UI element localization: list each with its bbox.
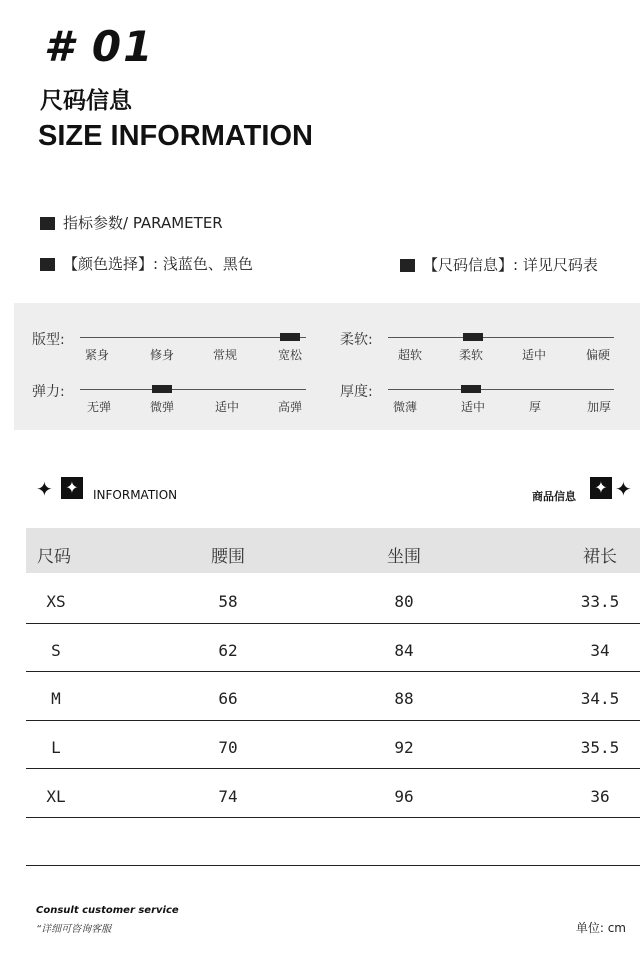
table-cell-waist: 62 <box>218 641 238 660</box>
row-divider <box>26 817 640 818</box>
elasticity-tick: 无弹 <box>86 400 112 414</box>
thickness-scale-line <box>388 389 614 390</box>
fit-tick: 修身 <box>149 348 175 362</box>
row-divider <box>26 671 640 672</box>
column-header-hip: 坐围 <box>387 547 421 567</box>
boxed-star-icon: ✦ <box>590 477 612 499</box>
fit-tick: 宽松 <box>277 348 303 362</box>
row-divider <box>26 720 640 721</box>
table-cell-waist: 58 <box>218 592 238 611</box>
table-cell-size: XL <box>46 787 66 806</box>
softness-label: 柔软: <box>340 332 373 348</box>
square-bullet-icon <box>40 258 55 271</box>
parameter-heading-text: 指标参数/ PARAMETER <box>63 214 223 232</box>
table-bottom-rule <box>26 865 640 866</box>
table-cell-hip: 80 <box>394 592 414 611</box>
table-cell-hip: 96 <box>394 787 414 806</box>
product-info-label: 商品信息 <box>532 490 576 503</box>
thickness-tick: 微薄 <box>392 400 418 414</box>
parameter-heading <box>40 212 223 233</box>
column-header-skirt-length: 裙长 <box>583 547 617 567</box>
elasticity-tick: 高弹 <box>277 400 303 414</box>
information-label: INFORMATION <box>93 488 178 502</box>
table-cell-hip: 92 <box>394 738 414 757</box>
table-cell-skirt-length: 33.5 <box>580 592 620 611</box>
table-cell-waist: 74 <box>218 787 238 806</box>
section-number: # 01 <box>44 22 155 71</box>
softness-scale-marker <box>463 333 483 341</box>
thickness-tick: 厚 <box>528 400 542 414</box>
table-cell-skirt-length: 35.5 <box>580 738 620 757</box>
table-cell-size: L <box>51 738 61 757</box>
color-selection-text: 【颜色选择】: 浅蓝色、黑色 <box>63 255 253 273</box>
elasticity-scale-marker <box>152 385 172 393</box>
softness-tick: 适中 <box>521 348 547 362</box>
page-title-cn: 尺码信息 <box>40 88 132 114</box>
table-cell-size: XS <box>46 592 66 611</box>
row-divider <box>26 768 640 769</box>
customer-service-cn: “详细可咨询客服 <box>36 924 112 935</box>
boxed-star-icon: ✦ <box>61 477 83 499</box>
fit-tick: 常规 <box>212 348 238 362</box>
square-bullet-icon <box>40 217 55 230</box>
fit-scale-line <box>80 337 306 338</box>
thickness-label: 厚度: <box>340 384 373 400</box>
square-bullet-icon <box>400 259 415 272</box>
table-cell-skirt-length: 34 <box>590 641 610 660</box>
softness-tick: 柔软 <box>458 348 484 362</box>
column-header-waist: 腰围 <box>211 547 245 567</box>
unit-note: 单位: cm <box>575 921 626 935</box>
table-cell-size: M <box>51 689 61 708</box>
customer-service-en: Consult customer service <box>36 905 179 916</box>
table-cell-size: S <box>51 641 61 660</box>
fit-scale-marker <box>280 333 300 341</box>
table-cell-waist: 70 <box>218 738 238 757</box>
table-cell-skirt-length: 36 <box>590 787 610 806</box>
four-point-star-icon: ✦ <box>36 477 53 501</box>
thickness-tick: 加厚 <box>586 400 612 414</box>
softness-tick: 偏硬 <box>585 348 611 362</box>
softness-tick: 超软 <box>397 348 423 362</box>
four-point-star-icon: ✦ <box>615 477 632 501</box>
fit-tick: 紧身 <box>84 348 110 362</box>
table-cell-waist: 66 <box>218 689 238 708</box>
thickness-tick: 适中 <box>460 400 486 414</box>
softness-scale-line <box>388 337 614 338</box>
table-cell-skirt-length: 34.5 <box>580 689 620 708</box>
column-header-size: 尺码 <box>37 547 71 567</box>
row-divider <box>26 623 640 624</box>
table-cell-hip: 84 <box>394 641 414 660</box>
elasticity-scale-line <box>80 389 306 390</box>
elasticity-label: 弹力: <box>32 384 65 400</box>
elasticity-tick: 适中 <box>214 400 240 414</box>
table-header <box>26 528 640 573</box>
size-info-note <box>400 254 598 275</box>
thickness-scale-marker <box>461 385 481 393</box>
color-selection <box>40 253 253 274</box>
fit-label: 版型: <box>32 332 65 348</box>
elasticity-tick: 微弹 <box>149 400 175 414</box>
table-cell-hip: 88 <box>394 689 414 708</box>
size-info-note-text: 【尺码信息】: 详见尺码表 <box>423 256 598 274</box>
page-title-en: SIZE INFORMATION <box>38 120 313 152</box>
